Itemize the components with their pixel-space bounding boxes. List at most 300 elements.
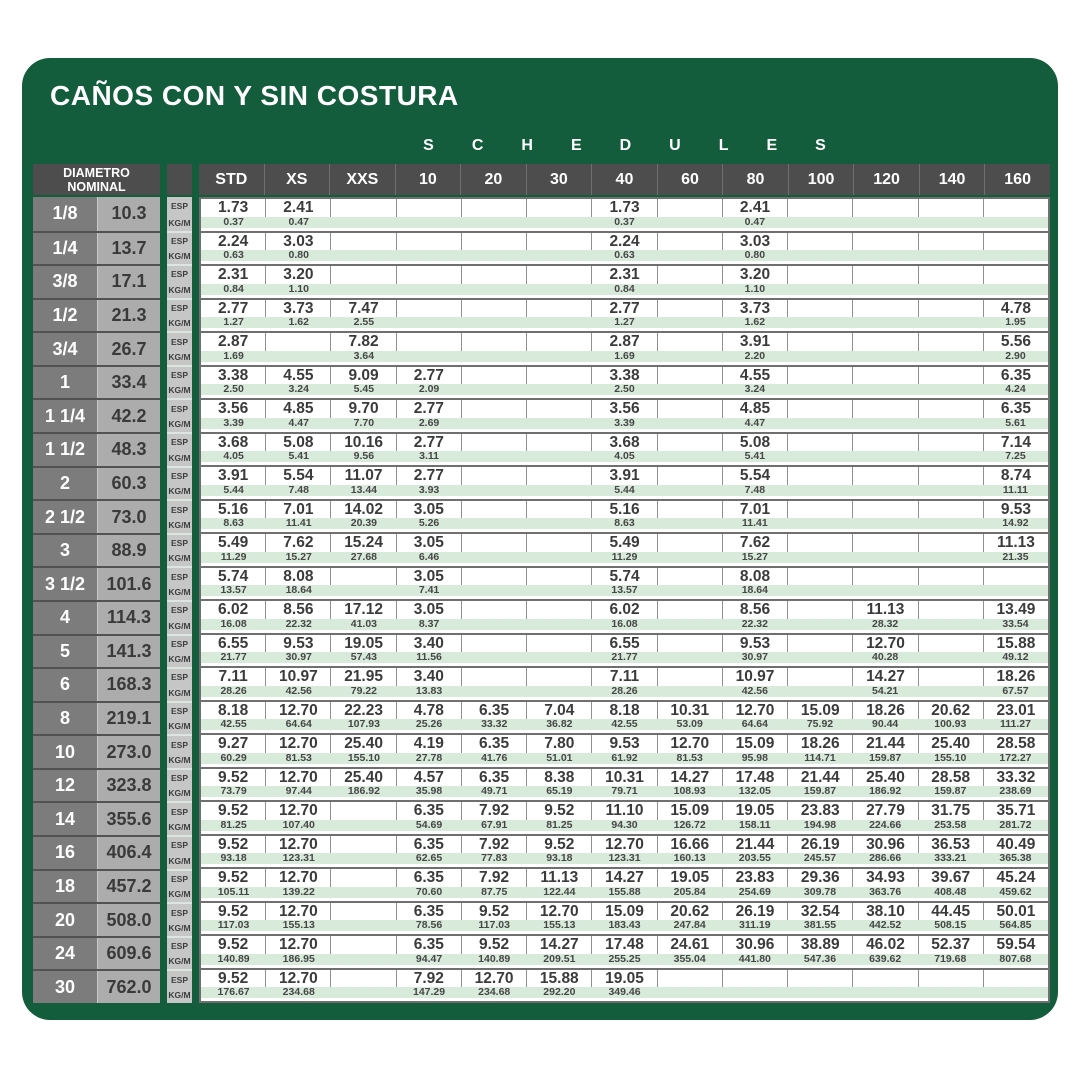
- kgm-cell: 65.19: [546, 785, 573, 798]
- esp-label: ESP: [170, 336, 188, 347]
- esp-cell: [330, 802, 395, 820]
- kgm-cell: 11.41: [741, 517, 768, 530]
- nominal-row: [33, 466, 160, 500]
- esp-cell: 15.88: [983, 635, 1048, 653]
- kgm-cell: 57.43: [350, 651, 378, 664]
- kgm-cell: [462, 652, 527, 663]
- kgm-cell: [918, 284, 983, 295]
- nominal-mm: 457.2: [98, 871, 160, 903]
- kgm-cell: 62.65: [415, 852, 443, 865]
- esp-cell: 35.71: [983, 802, 1048, 820]
- esp-cell: 5.56: [983, 333, 1048, 351]
- kgm-cell: 286.66: [869, 852, 902, 865]
- esp-cell: [852, 501, 917, 519]
- kgm-cell: 81.53: [285, 751, 312, 764]
- kgm-cell: [853, 250, 918, 261]
- kgm-cell: 42.55: [220, 718, 247, 731]
- esp-cell: 2.77: [591, 300, 656, 318]
- esp-line: [201, 869, 1048, 887]
- esp-cell: 2.77: [396, 400, 461, 418]
- esp-cell: [787, 568, 852, 586]
- esp-cell: 2.41: [265, 199, 330, 217]
- kgm-cell: 224.66: [869, 818, 902, 831]
- schedule-row: [201, 666, 1048, 700]
- schedule-row: [201, 298, 1048, 332]
- kgm-cell: [331, 585, 396, 596]
- esp-cell: 19.05: [722, 802, 787, 820]
- esp-cell: [918, 534, 983, 552]
- kgm-cell: [462, 585, 527, 596]
- esp-cell: [396, 300, 461, 318]
- kgm-cell: 292.20: [543, 986, 576, 999]
- kgm-cell: 49.12: [1002, 651, 1029, 664]
- esp-cell: 19.05: [657, 869, 722, 887]
- kgm-cell: [787, 217, 852, 228]
- esp-cell: 3.91: [591, 467, 656, 485]
- kgm-cell: 172.27: [999, 751, 1032, 764]
- kgm-cell: [983, 217, 1048, 228]
- esp-cell: [918, 970, 983, 988]
- kgm-cell: [787, 686, 852, 697]
- kgm-cell: 67.57: [1002, 684, 1029, 697]
- esp-cell: 9.52: [218, 768, 249, 786]
- kgm-line: [201, 418, 1048, 429]
- esp-cell: 2.77: [218, 299, 249, 317]
- esp-cell: 25.40: [918, 735, 983, 753]
- esp-cell: [787, 501, 852, 519]
- nominal-row: [33, 499, 160, 533]
- esp-cell: [526, 568, 591, 586]
- kgm-cell: [918, 987, 983, 998]
- esp-cell: [918, 333, 983, 351]
- nominal-rows: [33, 197, 160, 1003]
- kgm-cell: 9.56: [353, 450, 375, 463]
- esp-cell: 2.87: [218, 333, 249, 350]
- kgm-cell: 0.37: [614, 215, 635, 228]
- unit-label-box: [167, 768, 192, 802]
- column-header-20: 20: [460, 164, 526, 195]
- esp-cell: 15.88: [526, 970, 591, 988]
- esp-cell: 3.05: [396, 601, 461, 619]
- kgm-cell: [853, 552, 918, 563]
- esp-cell: 5.74: [591, 568, 656, 586]
- kgm-cell: 94.47: [415, 952, 443, 965]
- kgm-cell: [787, 351, 852, 362]
- kgm-cell: [331, 820, 396, 831]
- kgm-cell: [853, 585, 918, 596]
- kgm-cell: 30.97: [741, 651, 768, 664]
- esp-cell: [983, 199, 1048, 217]
- kgm-cell: 51.01: [546, 751, 573, 764]
- esp-cell: [526, 400, 591, 418]
- kgm-cell: [527, 384, 592, 395]
- esp-line: [201, 702, 1048, 720]
- unit-label-box: [167, 734, 192, 768]
- kgm-cell: 159.87: [869, 751, 902, 764]
- nominal-row: [33, 398, 160, 432]
- esp-line: [201, 300, 1048, 318]
- esp-label: ESP: [170, 303, 188, 314]
- esp-cell: [852, 333, 917, 351]
- esp-cell: [918, 501, 983, 519]
- esp-cell: 11.13: [852, 601, 917, 619]
- esp-line: [201, 266, 1048, 284]
- kgm-line: [201, 753, 1048, 764]
- schedules-heading: SCHEDULES: [423, 137, 864, 154]
- nominal-row: [33, 835, 160, 869]
- kgm-cell: 107.40: [282, 818, 315, 831]
- kgm-cell: 1.62: [288, 316, 309, 329]
- kgm-cell: [787, 552, 852, 563]
- esp-cell: 10.97: [265, 668, 330, 686]
- esp-cell: [657, 467, 722, 485]
- esp-line: [201, 199, 1048, 217]
- kgm-cell: 355.04: [673, 952, 706, 965]
- kgm-cell: 186.92: [869, 785, 902, 798]
- nominal-mm: 609.6: [98, 938, 160, 970]
- kgm-cell: [527, 217, 592, 228]
- kgm-cell: 18.64: [285, 584, 312, 597]
- esp-cell: 10.31: [591, 769, 656, 787]
- esp-cell: 23.83: [787, 802, 852, 820]
- esp-line: [201, 568, 1048, 586]
- kgm-cell: 36.82: [546, 718, 573, 731]
- esp-cell: [918, 233, 983, 251]
- esp-cell: 7.14: [983, 434, 1048, 452]
- kgm-label: KG/M: [168, 217, 191, 228]
- nominal-mm: 10.3: [98, 197, 160, 231]
- kgm-cell: 16.08: [220, 617, 247, 630]
- unit-label-box: [167, 634, 192, 668]
- kgm-cell: [657, 585, 722, 596]
- esp-cell: 21.44: [787, 769, 852, 787]
- esp-cell: 9.52: [218, 936, 249, 953]
- esp-cell: [852, 970, 917, 988]
- esp-label: ESP: [170, 201, 188, 212]
- kgm-cell: [983, 987, 1048, 998]
- kgm-cell: 5.44: [614, 483, 635, 496]
- esp-cell: 6.35: [983, 367, 1048, 385]
- column-header-160: 160: [984, 164, 1050, 195]
- kgm-cell: 255.25: [608, 952, 641, 965]
- esp-cell: 9.52: [218, 869, 249, 886]
- esp-cell: 17.12: [330, 601, 395, 619]
- esp-cell: [526, 300, 591, 318]
- kgm-cell: 28.26: [611, 684, 638, 697]
- schedule-row: [201, 264, 1048, 298]
- kgm-cell: [918, 619, 983, 630]
- kgm-cell: 3.39: [614, 416, 635, 429]
- kgm-label: KG/M: [168, 721, 191, 732]
- esp-label: ESP: [170, 269, 188, 280]
- esp-cell: [918, 367, 983, 385]
- nominal-row: [33, 801, 160, 835]
- unit-label-box: [167, 936, 192, 970]
- kgm-cell: 61.92: [611, 751, 638, 764]
- kgm-cell: 87.75: [481, 885, 508, 898]
- esp-cell: [983, 568, 1048, 586]
- esp-cell: 6.35: [396, 869, 461, 887]
- esp-line: [201, 333, 1048, 351]
- esp-cell: [918, 300, 983, 318]
- esp-cell: 14.27: [526, 936, 591, 954]
- kgm-cell: 349.46: [608, 986, 641, 999]
- esp-cell: 21.95: [330, 668, 395, 686]
- esp-cell: 8.08: [722, 568, 787, 586]
- esp-cell: 6.35: [396, 836, 461, 854]
- esp-line: [201, 836, 1048, 854]
- kgm-cell: 3.93: [418, 483, 440, 496]
- esp-label: ESP: [170, 706, 188, 717]
- esp-cell: 6.35: [396, 903, 461, 921]
- esp-cell: [330, 568, 395, 586]
- esp-cell: 15.09: [722, 735, 787, 753]
- column-header-10: 10: [395, 164, 461, 195]
- esp-label: ESP: [170, 504, 188, 515]
- esp-cell: [526, 434, 591, 452]
- esp-cell: [461, 568, 526, 586]
- kgm-cell: 254.69: [738, 885, 771, 898]
- kgm-label: KG/M: [168, 654, 191, 665]
- kgm-cell: [657, 652, 722, 663]
- kgm-cell: [853, 384, 918, 395]
- kgm-cell: 11.29: [611, 550, 638, 563]
- kgm-cell: 2.90: [1005, 349, 1026, 362]
- kgm-line: [201, 987, 1048, 998]
- kgm-cell: [462, 317, 527, 328]
- esp-cell: 14.27: [852, 668, 917, 686]
- page-title: CAÑOS CON Y SIN COSTURA: [50, 80, 459, 111]
- nominal-mm: 26.7: [98, 333, 160, 365]
- esp-cell: [918, 668, 983, 686]
- esp-cell: 23.01: [983, 702, 1048, 720]
- esp-cell: [787, 233, 852, 251]
- kgm-cell: 11.56: [416, 651, 442, 664]
- column-header-80: 80: [722, 164, 788, 195]
- kgm-cell: 6.46: [418, 550, 440, 563]
- kgm-cell: 1.10: [288, 282, 309, 295]
- esp-cell: 7.04: [526, 702, 591, 720]
- esp-cell: 31.75: [918, 802, 983, 820]
- kgm-cell: 49.71: [481, 785, 508, 798]
- esp-cell: [787, 199, 852, 217]
- nominal-size: 14: [33, 803, 98, 835]
- schedule-row: [201, 867, 1048, 901]
- esp-cell: 7.62: [265, 534, 330, 552]
- column-header-60: 60: [657, 164, 723, 195]
- kgm-cell: 54.69: [415, 818, 443, 831]
- unit-label-box: [167, 801, 192, 835]
- kgm-cell: [983, 284, 1048, 295]
- nominal-row: [33, 768, 160, 802]
- esp-cell: 9.53: [265, 635, 330, 653]
- unit-label-box: [167, 566, 192, 600]
- esp-cell: 2.77: [396, 367, 461, 385]
- nominal-size: 18: [33, 871, 98, 903]
- kgm-cell: 0.63: [614, 249, 635, 262]
- kgm-cell: 4.24: [1005, 383, 1026, 396]
- esp-cell: 12.70: [526, 903, 591, 921]
- esp-cell: 10.16: [330, 434, 395, 452]
- esp-cell: 15.09: [591, 903, 656, 921]
- esp-cell: 9.27: [218, 735, 249, 752]
- esp-cell: [918, 400, 983, 418]
- kgm-cell: 0.63: [223, 249, 244, 262]
- kgm-cell: 158.11: [739, 818, 771, 831]
- esp-cell: 4.55: [722, 367, 787, 385]
- esp-line: [201, 601, 1048, 619]
- kgm-cell: 21.77: [611, 651, 638, 664]
- kgm-cell: [787, 317, 852, 328]
- nominal-mm: 42.2: [98, 400, 160, 432]
- nominal-row: [33, 566, 160, 600]
- kgm-cell: 381.55: [803, 919, 837, 932]
- row-padding: [201, 998, 1048, 1001]
- esp-cell: 3.56: [218, 400, 249, 417]
- esp-cell: [526, 501, 591, 519]
- esp-cell: 9.52: [218, 835, 249, 853]
- esp-cell: 4.85: [722, 400, 787, 418]
- kgm-cell: 60.29: [220, 751, 247, 764]
- kgm-cell: [722, 987, 787, 998]
- kgm-cell: 122.44: [543, 885, 576, 898]
- kgm-cell: 64.64: [285, 718, 312, 731]
- esp-cell: 3.05: [396, 534, 461, 552]
- kgm-cell: 0.80: [288, 249, 309, 262]
- kgm-cell: 7.48: [288, 483, 309, 496]
- esp-line: [201, 501, 1048, 519]
- kgm-cell: 5.44: [223, 483, 244, 496]
- esp-cell: 4.57: [396, 769, 461, 787]
- kgm-line: [201, 552, 1048, 563]
- kgm-label: KG/M: [168, 351, 191, 362]
- esp-cell: 26.19: [787, 836, 852, 854]
- esp-cell: 59.54: [983, 936, 1048, 954]
- kgm-cell: 70.60: [415, 885, 443, 898]
- kgm-cell: 33.54: [1002, 617, 1029, 630]
- kgm-cell: 64.64: [741, 718, 768, 731]
- esp-line: [201, 769, 1048, 787]
- nominal-mm: 17.1: [98, 266, 160, 298]
- esp-cell: [526, 333, 591, 351]
- esp-line: [201, 534, 1048, 552]
- kgm-cell: 123.31: [282, 852, 315, 865]
- unit-label-box: [167, 231, 192, 265]
- nominal-mm: 323.8: [98, 770, 160, 802]
- kgm-cell: 203.55: [738, 852, 771, 865]
- diametro-header-line1: DIAMETRO: [63, 165, 130, 180]
- esp-cell: [657, 367, 722, 385]
- kgm-cell: [853, 317, 918, 328]
- kgm-line: [201, 284, 1048, 295]
- kgm-label: KG/M: [168, 318, 191, 329]
- kgm-cell: [657, 518, 722, 529]
- unit-label-box: [167, 533, 192, 567]
- esp-cell: 21.44: [722, 836, 787, 854]
- nominal-row: [33, 969, 160, 1003]
- esp-cell: [461, 266, 526, 284]
- kgm-cell: 7.70: [353, 416, 375, 429]
- nominal-size: 2: [33, 468, 98, 500]
- esp-cell: 30.96: [852, 836, 917, 854]
- kgm-cell: [527, 518, 592, 529]
- esp-cell: 26.19: [722, 903, 787, 921]
- kgm-cell: [331, 987, 396, 998]
- esp-cell: 8.38: [526, 769, 591, 787]
- kgm-cell: [657, 485, 722, 496]
- esp-cell: [461, 300, 526, 318]
- esp-cell: 16.66: [657, 836, 722, 854]
- esp-cell: 5.54: [265, 467, 330, 485]
- schedule-row: [201, 499, 1048, 533]
- esp-cell: 8.74: [983, 467, 1048, 485]
- kgm-cell: 15.27: [285, 550, 312, 563]
- esp-cell: 5.16: [591, 501, 656, 519]
- column-header-140: 140: [919, 164, 985, 195]
- esp-cell: [526, 233, 591, 251]
- nominal-mm: 21.3: [98, 300, 160, 332]
- kgm-cell: [527, 451, 592, 462]
- kgm-cell: 807.68: [999, 952, 1032, 965]
- kgm-cell: 97.44: [285, 785, 312, 798]
- nominal-size: 16: [33, 837, 98, 869]
- kgm-cell: 508.15: [934, 919, 967, 932]
- unit-label-box: [167, 298, 192, 332]
- kgm-label: KG/M: [168, 989, 191, 1000]
- unit-label-box: [167, 902, 192, 936]
- kgm-cell: 123.31: [608, 852, 641, 865]
- kgm-cell: 0.47: [288, 215, 309, 228]
- esp-label: ESP: [170, 437, 188, 448]
- esp-cell: 5.16: [218, 500, 249, 518]
- esp-cell: [396, 333, 461, 351]
- esp-cell: [918, 635, 983, 653]
- nominal-mm: 219.1: [98, 703, 160, 735]
- kgm-cell: 7.25: [1005, 450, 1026, 463]
- nominal-row: [33, 701, 160, 735]
- kgm-cell: 140.89: [217, 952, 250, 965]
- kgm-cell: [918, 384, 983, 395]
- kgm-cell: [918, 686, 983, 697]
- esp-cell: 50.01: [983, 903, 1048, 921]
- esp-cell: 6.02: [591, 601, 656, 619]
- kgm-cell: [657, 384, 722, 395]
- kgm-cell: 90.44: [872, 718, 899, 731]
- nominal-mm: 60.3: [98, 468, 160, 500]
- esp-cell: 3.68: [591, 434, 656, 452]
- kgm-cell: [657, 351, 722, 362]
- kgm-cell: [918, 585, 983, 596]
- unit-label-box: [167, 365, 192, 399]
- esp-cell: 9.52: [461, 903, 526, 921]
- esp-cell: [657, 300, 722, 318]
- esp-cell: 13.49: [983, 601, 1048, 619]
- esp-cell: 5.49: [218, 534, 249, 551]
- kgm-line: [201, 518, 1048, 529]
- esp-cell: 9.52: [526, 802, 591, 820]
- esp-line: [201, 635, 1048, 653]
- nominal-mm: 273.0: [98, 736, 160, 768]
- esp-cell: [657, 601, 722, 619]
- kgm-cell: [657, 451, 722, 462]
- esp-label: ESP: [170, 907, 188, 918]
- esp-line: [201, 434, 1048, 452]
- kgm-line: [201, 686, 1048, 697]
- unit-label-box: [167, 701, 192, 735]
- esp-cell: 7.92: [461, 836, 526, 854]
- esp-cell: 2.77: [396, 434, 461, 452]
- esp-cell: 14.27: [591, 869, 656, 887]
